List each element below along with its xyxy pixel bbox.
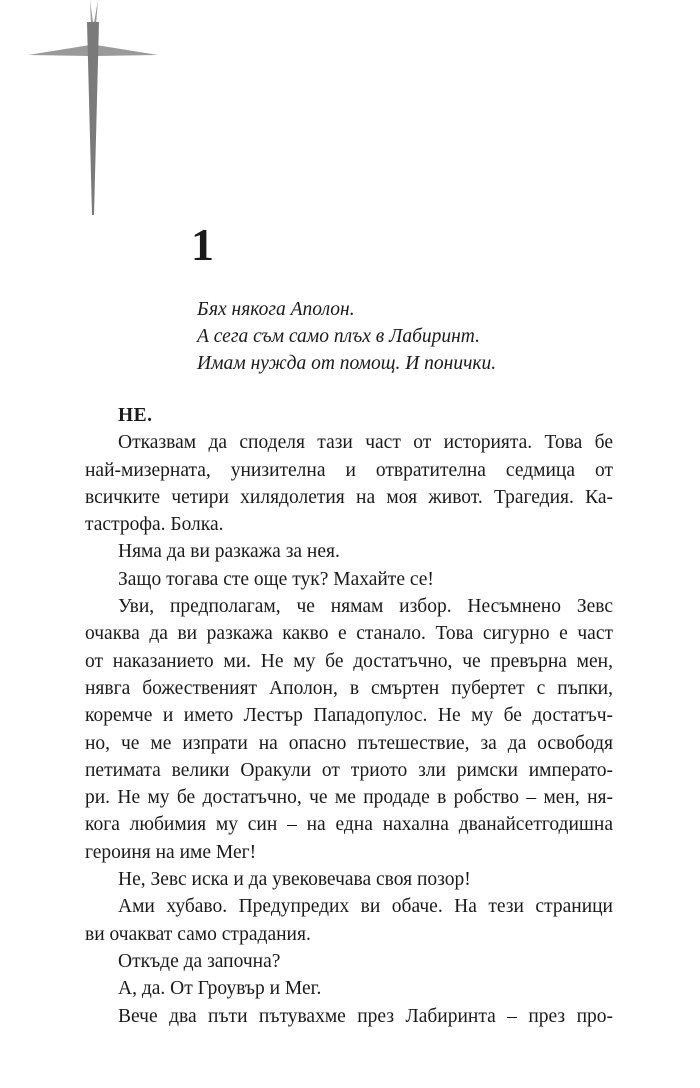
text-line: Ами хубаво. Предупредих ви обаче. На тези страници xyxy=(118,896,613,918)
chapter-number: 1 xyxy=(191,219,214,270)
text-line: всичките четири хилядолетия на моя живот. Трагедия. Ка- xyxy=(85,486,613,508)
chapter-body xyxy=(85,402,613,1030)
opening-word: НЕ. xyxy=(118,405,153,426)
text-line: Няма да ви разкажа за нея. xyxy=(118,541,340,563)
text-line: най-мизерната, унизителна и отвратителна седмица от xyxy=(85,459,613,481)
epigraph xyxy=(197,296,496,377)
epigraph-line: Бях някога Аполон. xyxy=(197,299,355,320)
text-line: очаква да ви разкажа какво е станало. Това сигурно е част xyxy=(85,623,613,645)
text-line: ви очакват само страдания. xyxy=(85,923,311,945)
text-line: кога любимия му син – на една нахална дванайсетгодишна xyxy=(85,814,613,836)
text-line: Отказвам да споделя тази част от историята. Това бе xyxy=(118,432,613,454)
text-line: Защо тогава сте още тук? Махайте се! xyxy=(118,568,434,590)
text-line: ри. Не му бе достатъчно, че ме продаде в робство – мен, ня- xyxy=(85,787,613,809)
text-line: от наказанието ми. Не му бе достатъчно, че превърна мен, xyxy=(85,650,613,672)
text-line: нявга божественият Аполон, в смъртен пубертет с пъпки, xyxy=(85,677,613,699)
text-line: но, че ме изпрати на опасно пътешествие, за да освободя xyxy=(85,732,613,754)
text-line: Откъде да започна? xyxy=(118,950,281,972)
text-line: А, да. От Гроувър и Мег. xyxy=(118,978,322,1000)
chapter-ornament-icon xyxy=(28,0,158,215)
text-line: петимата велики Оракули от триото зли римски императо- xyxy=(85,759,613,781)
text-line: Не, Зевс иска и да увековечава своя позор! xyxy=(118,869,471,891)
epigraph-line: Имам нужда от помощ. И понички. xyxy=(197,353,497,374)
text-line: коремче и името Лестър Пападопулос. Не му бе достатъч- xyxy=(85,705,613,727)
text-line: тастрофа. Болка. xyxy=(85,514,224,536)
text-line: Уви, предполагам, че нямам избор. Несъмнено Зевс xyxy=(118,596,613,618)
text-line: героиня на име Мег! xyxy=(85,841,257,863)
epigraph-line: А сега съм само плъх в Лабиринт. xyxy=(197,326,481,347)
text-line: Вече два пъти пътувахме през Лабиринта – през про- xyxy=(118,1005,613,1027)
